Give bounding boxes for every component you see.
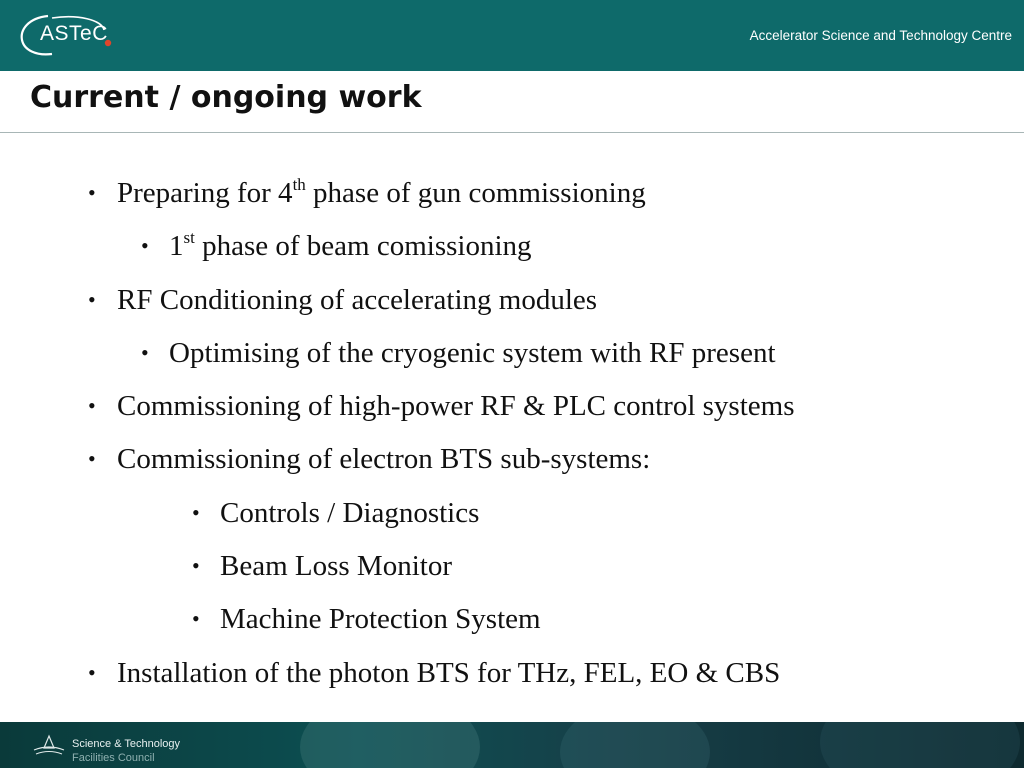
footer-decor — [560, 722, 710, 768]
bullet-marker: • — [141, 339, 149, 365]
logo-text: ASTeC — [40, 22, 108, 45]
footer-decor — [820, 722, 1020, 768]
bullet-marker: • — [88, 393, 96, 419]
bullet-text: 1st phase of beam comissioning — [169, 228, 532, 263]
bullet-text: Installation of the photon BTS for THz, FEL, EO & CBS — [117, 656, 781, 689]
footer-bar — [0, 722, 1024, 768]
stfc-logo-icon — [32, 734, 66, 758]
bullet-text: RF Conditioning of accelerating modules — [117, 283, 598, 316]
footer-decor — [300, 722, 480, 768]
title-divider — [0, 132, 1024, 133]
header-bar — [0, 0, 1024, 71]
org-name: Accelerator Science and Technology Centre — [749, 28, 1012, 43]
bullet-text: Commissioning of electron BTS sub-systems: — [117, 443, 651, 476]
bullet-marker: • — [88, 286, 96, 312]
bullet-text: Beam Loss Monitor — [220, 550, 452, 583]
bullet-text: Machine Protection System — [220, 603, 541, 636]
bullet-marker: • — [192, 553, 200, 579]
bullet-text: Preparing for 4th phase of gun commissioning — [117, 175, 646, 209]
bullet-marker: • — [192, 606, 200, 632]
bullet-text: Controls / Diagnostics — [220, 496, 480, 529]
bullet-marker: • — [192, 499, 200, 525]
bullet-marker: • — [141, 233, 149, 259]
bullet-marker: • — [88, 446, 96, 472]
footer-org-line1: Science & Technology — [72, 738, 181, 750]
bullet-marker: • — [88, 659, 96, 685]
bullet-text: Optimising of the cryogenic system with RF present — [169, 336, 776, 369]
footer-org-line2: Facilities Council — [72, 752, 155, 764]
bullet-text: Commissioning of high-power RF & PLC control systems — [117, 390, 795, 423]
bullet-marker: • — [88, 180, 96, 205]
slide-title: Current / ongoing work — [30, 80, 422, 115]
